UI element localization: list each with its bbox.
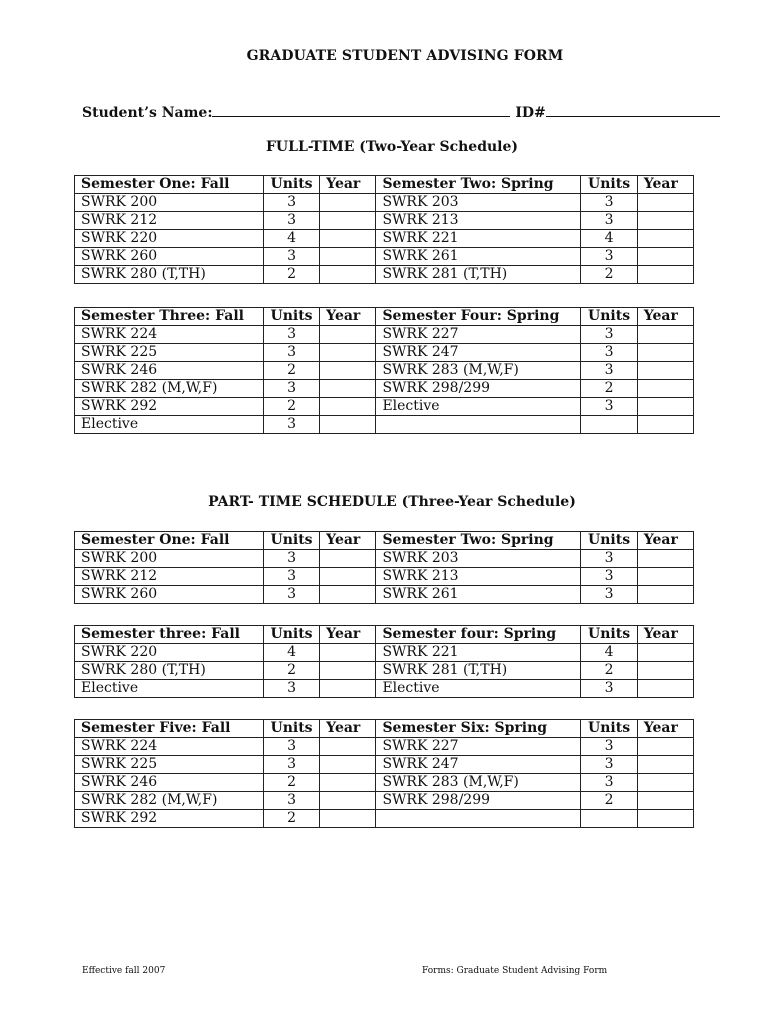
units-header: Units (581, 532, 637, 550)
year-cell[interactable] (637, 774, 693, 792)
course-cell: SWRK 280 (T,TH) (75, 266, 264, 284)
year-cell[interactable] (320, 194, 376, 212)
table-row (75, 266, 694, 284)
footer-form-name: Forms: Graduate Student Advising Form (422, 966, 608, 976)
units-cell: 2 (581, 792, 637, 810)
units-cell (581, 810, 637, 828)
year-cell[interactable] (320, 810, 376, 828)
course-cell: SWRK 220 (75, 230, 264, 248)
schedule-table (74, 719, 694, 828)
course-cell: SWRK 221 (376, 230, 581, 248)
units-cell: 3 (263, 756, 319, 774)
table-header-row (75, 176, 694, 194)
units-cell: 3 (581, 362, 637, 380)
units-cell: 2 (263, 266, 319, 284)
course-cell: SWRK 247 (376, 756, 581, 774)
table-row (75, 792, 694, 810)
table-row (75, 586, 694, 604)
course-cell: SWRK 212 (75, 212, 264, 230)
units-cell: 3 (581, 344, 637, 362)
units-cell: 3 (263, 738, 319, 756)
units-cell: 3 (263, 212, 319, 230)
year-cell[interactable] (637, 586, 693, 604)
units-cell: 3 (581, 756, 637, 774)
units-cell: 2 (581, 266, 637, 284)
course-cell: SWRK 212 (75, 568, 264, 586)
course-cell: SWRK 281 (T,TH) (376, 266, 581, 284)
units-cell: 4 (581, 644, 637, 662)
units-header: Units (581, 720, 637, 738)
course-cell: Elective (376, 680, 581, 698)
course-cell: SWRK 282 (M,W,F) (75, 792, 264, 810)
table-header-row (75, 626, 694, 644)
units-cell: 3 (263, 344, 319, 362)
year-cell[interactable] (320, 248, 376, 266)
year-cell[interactable] (637, 644, 693, 662)
table-header-row (75, 720, 694, 738)
course-cell: SWRK 247 (376, 344, 581, 362)
table-row (75, 568, 694, 586)
semester-heading: Semester One: Fall (75, 176, 264, 194)
units-header: Units (263, 532, 319, 550)
year-header: Year (320, 720, 376, 738)
units-cell: 2 (581, 662, 637, 680)
year-cell[interactable] (320, 416, 376, 434)
semester-heading: Semester Three: Fall (75, 308, 264, 326)
table-row (75, 362, 694, 380)
units-cell: 4 (581, 230, 637, 248)
course-cell: SWRK 292 (75, 810, 264, 828)
table-header-row (75, 532, 694, 550)
course-cell: SWRK 203 (376, 550, 581, 568)
year-cell[interactable] (637, 344, 693, 362)
form-title: GRADUATE STUDENT ADVISING FORM (246, 48, 564, 64)
course-cell: SWRK 200 (75, 550, 264, 568)
table-row (75, 756, 694, 774)
year-header: Year (320, 176, 376, 194)
year-header: Year (320, 532, 376, 550)
year-cell[interactable] (637, 230, 693, 248)
units-cell: 2 (263, 362, 319, 380)
semester-heading: Semester Two: Spring (376, 176, 581, 194)
course-cell: SWRK 225 (75, 344, 264, 362)
units-header: Units (263, 720, 319, 738)
course-cell: SWRK 283 (M,W,F) (376, 774, 581, 792)
course-cell: SWRK 220 (75, 644, 264, 662)
year-cell[interactable] (320, 230, 376, 248)
table-row (75, 416, 694, 434)
year-cell[interactable] (637, 362, 693, 380)
year-cell[interactable] (320, 380, 376, 398)
table-row (75, 810, 694, 828)
year-cell[interactable] (637, 680, 693, 698)
year-cell[interactable] (320, 774, 376, 792)
units-cell: 3 (581, 738, 637, 756)
course-cell: SWRK 227 (376, 738, 581, 756)
units-cell: 3 (263, 550, 319, 568)
year-cell[interactable] (637, 550, 693, 568)
course-cell: SWRK 261 (376, 586, 581, 604)
course-cell: SWRK 281 (T,TH) (376, 662, 581, 680)
units-cell: 2 (581, 380, 637, 398)
units-header: Units (581, 626, 637, 644)
year-header: Year (637, 176, 693, 194)
units-header: Units (263, 308, 319, 326)
units-header: Units (581, 176, 637, 194)
units-cell: 3 (581, 326, 637, 344)
year-cell[interactable] (637, 398, 693, 416)
units-header: Units (263, 176, 319, 194)
units-cell: 3 (581, 774, 637, 792)
units-header: Units (263, 626, 319, 644)
year-cell[interactable] (637, 738, 693, 756)
year-cell[interactable] (320, 644, 376, 662)
year-header: Year (637, 308, 693, 326)
course-cell: SWRK 200 (75, 194, 264, 212)
year-cell[interactable] (637, 380, 693, 398)
year-header: Year (637, 720, 693, 738)
year-cell[interactable] (320, 266, 376, 284)
year-cell[interactable] (637, 662, 693, 680)
units-cell: 3 (581, 568, 637, 586)
units-cell: 3 (581, 550, 637, 568)
units-cell: 4 (263, 230, 319, 248)
units-cell (581, 416, 637, 434)
units-cell: 3 (263, 194, 319, 212)
course-cell: Elective (75, 416, 264, 434)
table-row (75, 662, 694, 680)
year-cell[interactable] (637, 266, 693, 284)
units-cell: 3 (263, 680, 319, 698)
year-cell[interactable] (320, 662, 376, 680)
course-cell: SWRK 280 (T,TH) (75, 662, 264, 680)
full-time-section-title: FULL-TIME (Two-Year Schedule) (265, 139, 519, 155)
year-cell[interactable] (320, 680, 376, 698)
year-cell[interactable] (320, 792, 376, 810)
units-cell: 3 (581, 398, 637, 416)
course-cell: Elective (376, 398, 581, 416)
year-cell[interactable] (320, 326, 376, 344)
part-time-section-title: PART- TIME SCHEDULE (Three-Year Schedule) (208, 494, 576, 510)
course-cell: SWRK 298/299 (376, 792, 581, 810)
units-cell: 2 (263, 774, 319, 792)
table-row (75, 344, 694, 362)
table-row (75, 680, 694, 698)
units-cell: 3 (263, 380, 319, 398)
units-cell: 3 (581, 586, 637, 604)
footer-effective-date: Effective fall 2007 (82, 966, 166, 976)
units-cell: 3 (581, 680, 637, 698)
units-cell: 3 (263, 416, 319, 434)
id-label: ID# (515, 105, 546, 121)
course-cell: SWRK 292 (75, 398, 264, 416)
units-cell: 3 (263, 326, 319, 344)
course-cell (376, 416, 581, 434)
year-cell[interactable] (637, 792, 693, 810)
semester-heading: Semester three: Fall (75, 626, 264, 644)
id-field[interactable] (546, 102, 720, 117)
year-cell[interactable] (320, 568, 376, 586)
course-cell: SWRK 203 (376, 194, 581, 212)
year-cell[interactable] (320, 586, 376, 604)
course-cell: SWRK 246 (75, 362, 264, 380)
year-cell[interactable] (637, 194, 693, 212)
schedule-table (74, 531, 694, 604)
course-cell: SWRK 261 (376, 248, 581, 266)
units-cell: 4 (263, 644, 319, 662)
year-cell[interactable] (637, 248, 693, 266)
year-header: Year (320, 626, 376, 644)
units-cell: 3 (581, 194, 637, 212)
course-cell: SWRK 224 (75, 738, 264, 756)
year-cell[interactable] (320, 756, 376, 774)
course-cell: SWRK 260 (75, 586, 264, 604)
table-row (75, 380, 694, 398)
table-row (75, 230, 694, 248)
table-row (75, 212, 694, 230)
course-cell: SWRK 224 (75, 326, 264, 344)
units-cell: 3 (263, 586, 319, 604)
year-header: Year (637, 532, 693, 550)
course-cell: SWRK 213 (376, 212, 581, 230)
table-row (75, 774, 694, 792)
year-cell[interactable] (320, 550, 376, 568)
schedule-table (74, 625, 694, 698)
course-cell: SWRK 225 (75, 756, 264, 774)
table-row (75, 738, 694, 756)
year-cell[interactable] (637, 326, 693, 344)
semester-heading: Semester Six: Spring (376, 720, 581, 738)
year-cell[interactable] (320, 344, 376, 362)
table-row (75, 194, 694, 212)
semester-heading: Semester Two: Spring (376, 532, 581, 550)
year-cell[interactable] (320, 362, 376, 380)
table-row (75, 398, 694, 416)
units-cell: 3 (263, 248, 319, 266)
course-cell: SWRK 260 (75, 248, 264, 266)
semester-heading: Semester Five: Fall (75, 720, 264, 738)
student-name-label: Student’s Name: (82, 105, 213, 121)
year-cell[interactable] (320, 212, 376, 230)
course-cell: SWRK 246 (75, 774, 264, 792)
table-header-row (75, 308, 694, 326)
student-name-field[interactable] (212, 102, 510, 117)
year-cell[interactable] (637, 756, 693, 774)
course-cell: SWRK 283 (M,W,F) (376, 362, 581, 380)
units-cell: 2 (263, 810, 319, 828)
table-row (75, 248, 694, 266)
course-cell: SWRK 227 (376, 326, 581, 344)
course-cell: SWRK 282 (M,W,F) (75, 380, 264, 398)
year-cell[interactable] (637, 810, 693, 828)
units-cell: 3 (581, 248, 637, 266)
units-cell: 3 (263, 792, 319, 810)
year-cell[interactable] (320, 398, 376, 416)
table-row (75, 550, 694, 568)
schedule-table (74, 307, 694, 434)
units-cell: 3 (581, 212, 637, 230)
units-cell: 3 (263, 568, 319, 586)
course-cell: SWRK 298/299 (376, 380, 581, 398)
year-cell[interactable] (637, 568, 693, 586)
table-row (75, 644, 694, 662)
course-cell: SWRK 213 (376, 568, 581, 586)
course-cell: SWRK 221 (376, 644, 581, 662)
course-cell: Elective (75, 680, 264, 698)
units-header: Units (581, 308, 637, 326)
table-row (75, 326, 694, 344)
student-info-line (82, 102, 720, 121)
semester-heading: Semester One: Fall (75, 532, 264, 550)
year-cell[interactable] (637, 416, 693, 434)
year-header: Year (637, 626, 693, 644)
semester-heading: Semester Four: Spring (376, 308, 581, 326)
units-cell: 2 (263, 398, 319, 416)
units-cell: 2 (263, 662, 319, 680)
year-cell[interactable] (637, 212, 693, 230)
year-cell[interactable] (320, 738, 376, 756)
course-cell (376, 810, 581, 828)
schedule-table (74, 175, 694, 284)
semester-heading: Semester four: Spring (376, 626, 581, 644)
year-header: Year (320, 308, 376, 326)
